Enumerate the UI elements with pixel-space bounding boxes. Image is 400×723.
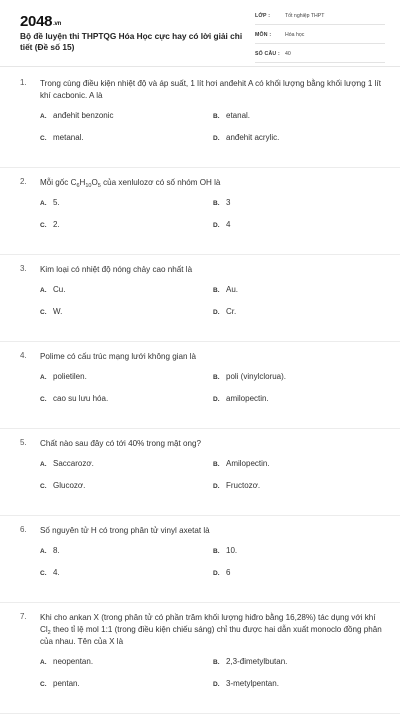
question-stem: Số nguyên tử H có trong phân tử vinyl axetat là: [40, 526, 210, 535]
option-text: pentan.: [53, 679, 80, 688]
meta-value: 40: [285, 51, 291, 57]
option-letter: D.: [213, 222, 220, 229]
option-text: cao su lưu hóa.: [53, 394, 109, 403]
option-c[interactable]: [40, 568, 60, 577]
option-letter: A.: [40, 374, 47, 381]
question-number: 2.: [20, 177, 27, 186]
option-letter: C.: [40, 483, 47, 490]
option-letter: C.: [40, 681, 47, 688]
logo-text: 2048: [20, 13, 53, 30]
question-list: [0, 78, 400, 723]
option-letter: D.: [213, 135, 220, 142]
option-letter: C.: [40, 570, 47, 577]
question-stem: Trong cùng điều kiện nhiệt độ và áp suất, 1 lít hơi anđehit A có khối lượng bằng khối lượng 1 lít khí cacbonic. A là: [40, 79, 381, 100]
option-text: amilopectin.: [226, 394, 269, 403]
option-text: 8.: [53, 546, 60, 555]
option-text: 6: [226, 568, 231, 577]
option-text: 3-metylpentan.: [226, 679, 279, 688]
answer-options: [0, 198, 400, 244]
option-a[interactable]: [40, 546, 60, 555]
option-a[interactable]: [40, 372, 87, 381]
question-3: [0, 264, 400, 342]
option-text: 10.: [226, 546, 238, 555]
option-letter: D.: [213, 483, 220, 490]
meta-value: Hóa học: [285, 32, 305, 38]
option-letter: D.: [213, 396, 220, 403]
answer-options: [0, 657, 400, 703]
option-letter: B.: [213, 113, 220, 120]
option-text: 4: [226, 220, 231, 229]
option-letter: C.: [40, 309, 47, 316]
option-c[interactable]: [40, 679, 80, 688]
option-d[interactable]: [213, 220, 230, 229]
option-text: anđehit acrylic.: [226, 133, 280, 142]
option-a[interactable]: [40, 198, 60, 207]
question-5: [0, 438, 400, 516]
option-text: 4.: [53, 568, 60, 577]
option-b[interactable]: [213, 459, 270, 468]
option-a[interactable]: [40, 285, 65, 294]
option-letter: B.: [213, 200, 220, 207]
meta-label: MÔN :: [255, 32, 272, 38]
option-c[interactable]: [40, 394, 108, 403]
option-d[interactable]: [213, 307, 236, 316]
option-b[interactable]: [213, 372, 286, 381]
answer-options: [0, 285, 400, 331]
question-number: 3.: [20, 264, 27, 273]
question-2: [0, 177, 400, 255]
option-text: Cu.: [53, 285, 66, 294]
answer-options: [0, 546, 400, 592]
logo-suffix: .vn: [53, 21, 61, 27]
option-text: etanal.: [226, 111, 251, 120]
option-letter: B.: [213, 548, 220, 555]
question-4: [0, 351, 400, 429]
option-text: Amilopectin.: [226, 459, 270, 468]
question-number: 4.: [20, 351, 27, 360]
option-c[interactable]: [40, 133, 84, 142]
question-6: [0, 525, 400, 603]
option-text: Fructozơ.: [226, 481, 261, 490]
option-letter: A.: [40, 200, 47, 207]
answer-options: [0, 459, 400, 505]
option-text: metanal.: [53, 133, 84, 142]
option-d[interactable]: [213, 481, 260, 490]
option-b[interactable]: [213, 111, 250, 120]
option-a[interactable]: [40, 459, 94, 468]
header-divider: [0, 66, 400, 67]
option-b[interactable]: [213, 198, 230, 207]
option-letter: A.: [40, 113, 47, 120]
option-letter: B.: [213, 659, 220, 666]
option-letter: B.: [213, 374, 220, 381]
option-d[interactable]: [213, 394, 269, 403]
question-stem: Chất nào sau đây có tới 40% trong mật ong?: [40, 439, 201, 448]
option-text: polietilen.: [53, 372, 87, 381]
option-text: 2.: [53, 220, 60, 229]
option-letter: B.: [213, 461, 220, 468]
meta-row-grade: [255, 10, 385, 25]
option-letter: D.: [213, 309, 220, 316]
option-letter: D.: [213, 570, 220, 577]
answer-options: [0, 111, 400, 157]
option-text: anđehit benzonic: [53, 111, 114, 120]
option-d[interactable]: [213, 679, 279, 688]
question-1: [0, 78, 400, 168]
option-d[interactable]: [213, 568, 230, 577]
option-b[interactable]: [213, 657, 287, 666]
option-c[interactable]: [40, 307, 62, 316]
option-b[interactable]: [213, 285, 238, 294]
option-c[interactable]: [40, 220, 60, 229]
question-stem: Khi cho ankan X (trong phân tử có phần trăm khối lượng hiđro bằng 16,28%) tác dụng với khí $Cl_2$ theo tỉ lệ mol 1:1 (trong điều kiện chiếu sáng) chỉ thu được hai dẫn xuất monoclo đồng phân của nhau. Tên của X là: [40, 613, 382, 646]
option-a[interactable]: [40, 657, 93, 666]
option-text: Glucozơ.: [53, 481, 86, 490]
exam-meta: [255, 10, 385, 67]
question-number: 7.: [20, 612, 27, 621]
meta-label: SỐ CÂU :: [255, 51, 280, 57]
question-stem: Mỗi gốc $C_6H_{10}O_5$ của xenlulozơ có số nhóm OH là: [40, 178, 221, 189]
option-text: neopentan.: [53, 657, 94, 666]
option-text: 2,3-đimetylbutan.: [226, 657, 288, 666]
question-stem: Kim loại có nhiệt độ nóng chảy cao nhất là: [40, 265, 193, 274]
option-letter: A.: [40, 461, 47, 468]
option-letter: C.: [40, 135, 47, 142]
question-stem: Polime có cấu trúc mạng lưới không gian là: [40, 352, 197, 361]
option-letter: C.: [40, 396, 47, 403]
question-number: 1.: [20, 78, 27, 87]
option-text: poli (vinylclorua).: [226, 372, 287, 381]
option-d[interactable]: [213, 133, 279, 142]
question-number: 6.: [20, 525, 27, 534]
option-letter: D.: [213, 681, 220, 688]
option-letter: A.: [40, 548, 47, 555]
option-text: Saccarozơ.: [53, 459, 94, 468]
question-7: [0, 612, 400, 714]
option-text: Au.: [226, 285, 239, 294]
meta-row-count: [255, 48, 385, 63]
option-text: Cr.: [226, 307, 237, 316]
meta-row-subject: [255, 29, 385, 44]
option-c[interactable]: [40, 481, 85, 490]
option-text: 3: [226, 198, 231, 207]
option-letter: C.: [40, 222, 47, 229]
question-number: 5.: [20, 438, 27, 447]
option-b[interactable]: [213, 546, 237, 555]
option-text: W.: [53, 307, 63, 316]
option-a[interactable]: [40, 111, 114, 120]
answer-options: [0, 372, 400, 418]
meta-value: Tốt nghiệp THPT: [285, 13, 325, 19]
option-letter: B.: [213, 287, 220, 294]
page-header: [0, 0, 400, 66]
option-letter: A.: [40, 287, 47, 294]
document-title: Bộ đề luyện thi THPTQG Hóa Học cực hay có lời giải chi tiết (Đề số 15): [20, 31, 243, 52]
option-letter: A.: [40, 659, 47, 666]
option-text: 5.: [53, 198, 60, 207]
meta-label: LỚP :: [255, 13, 271, 19]
site-logo[interactable]: [20, 13, 61, 30]
